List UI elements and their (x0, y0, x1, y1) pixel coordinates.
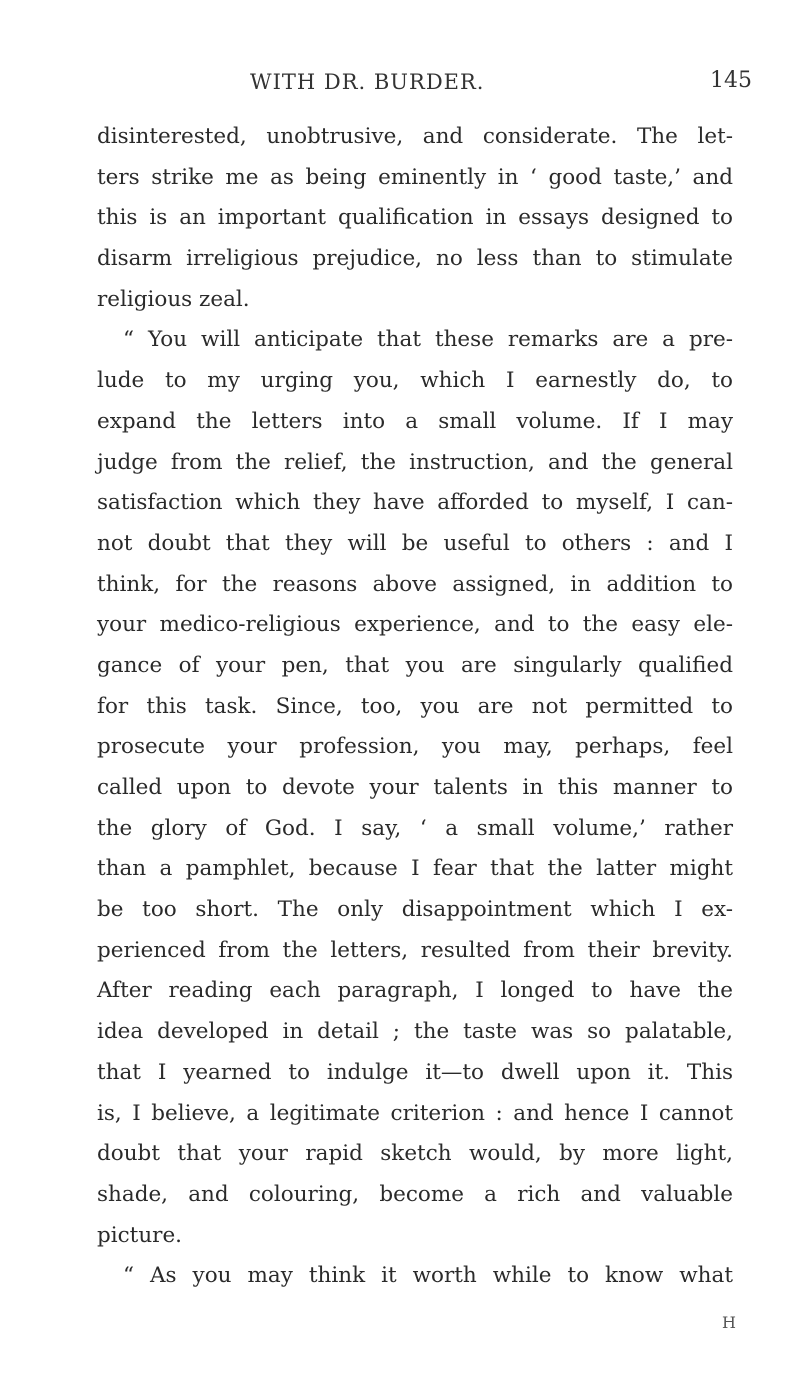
text-line: religious zeal. (97, 286, 250, 312)
text-line: ters strike me as being eminently in ‘ good taste,’ and (97, 164, 733, 190)
text-line: doubt that your rapid sketch would, by more light, (97, 1141, 733, 1167)
text-line: expand the letters into a small volume. If I may (97, 408, 733, 434)
text-line: perienced from the letters, resulted from their brevity. (97, 937, 733, 963)
text-line: think, for the reasons above assigned, in addition to (97, 571, 733, 597)
text-line: shade, and colouring, become a rich and valuable (97, 1181, 733, 1207)
text-line: be too short. The only disappointment which I ex- (97, 897, 733, 923)
text-line: not doubt that they will be useful to others : and I (97, 530, 733, 556)
text-line: After reading each paragraph, I longed to have the (97, 978, 733, 1004)
text-line: disarm irreligious prejudice, no less than to stimulate (97, 246, 733, 272)
text-line: “ You will anticipate that these remarks are a pre- (123, 327, 733, 353)
text-line: “ As you may think it worth while to know what (123, 1263, 733, 1289)
text-line: satisfaction which they have afforded to myself, I can- (97, 490, 733, 516)
text-line: lude to my urging you, which I earnestly do, to (97, 368, 733, 394)
text-line: for this task. Since, too, you are not permitted to (97, 693, 733, 719)
text-line: called upon to devote your talents in this manner to (97, 775, 733, 800)
text-line: gance of your pen, that you are singularly qualified (97, 652, 733, 678)
text-line: is, I believe, a legitimate criterion : and hence I cannot (97, 1100, 733, 1126)
text-line: prosecute your profession, you may, perhaps, feel (97, 734, 733, 760)
text-line: your medico-religious experience, and to the easy ele- (97, 612, 733, 638)
text-line: than a pamphlet, because I fear that the latter might (97, 856, 733, 882)
running-head: WITH DR. BURDER. (250, 70, 485, 94)
text-line: this is an important qualification in essays designed to (97, 205, 733, 231)
body-text (97, 117, 733, 1297)
page-number: 145 (710, 68, 752, 93)
text-line: judge from the relief, the instruction, and the general (97, 449, 733, 475)
text-line: the glory of God. I say, ‘ a small volume,’ rather (97, 815, 733, 841)
text-line: that I yearned to indulge it—to dwell upon it. This (97, 1059, 733, 1085)
text-line: picture. (97, 1222, 183, 1248)
signature-mark: H (722, 1313, 736, 1332)
text-line: idea developed in detail ; the taste was so palatable, (97, 1019, 733, 1045)
text-line: disinterested, unobtrusive, and considerate. The let- (97, 124, 733, 149)
